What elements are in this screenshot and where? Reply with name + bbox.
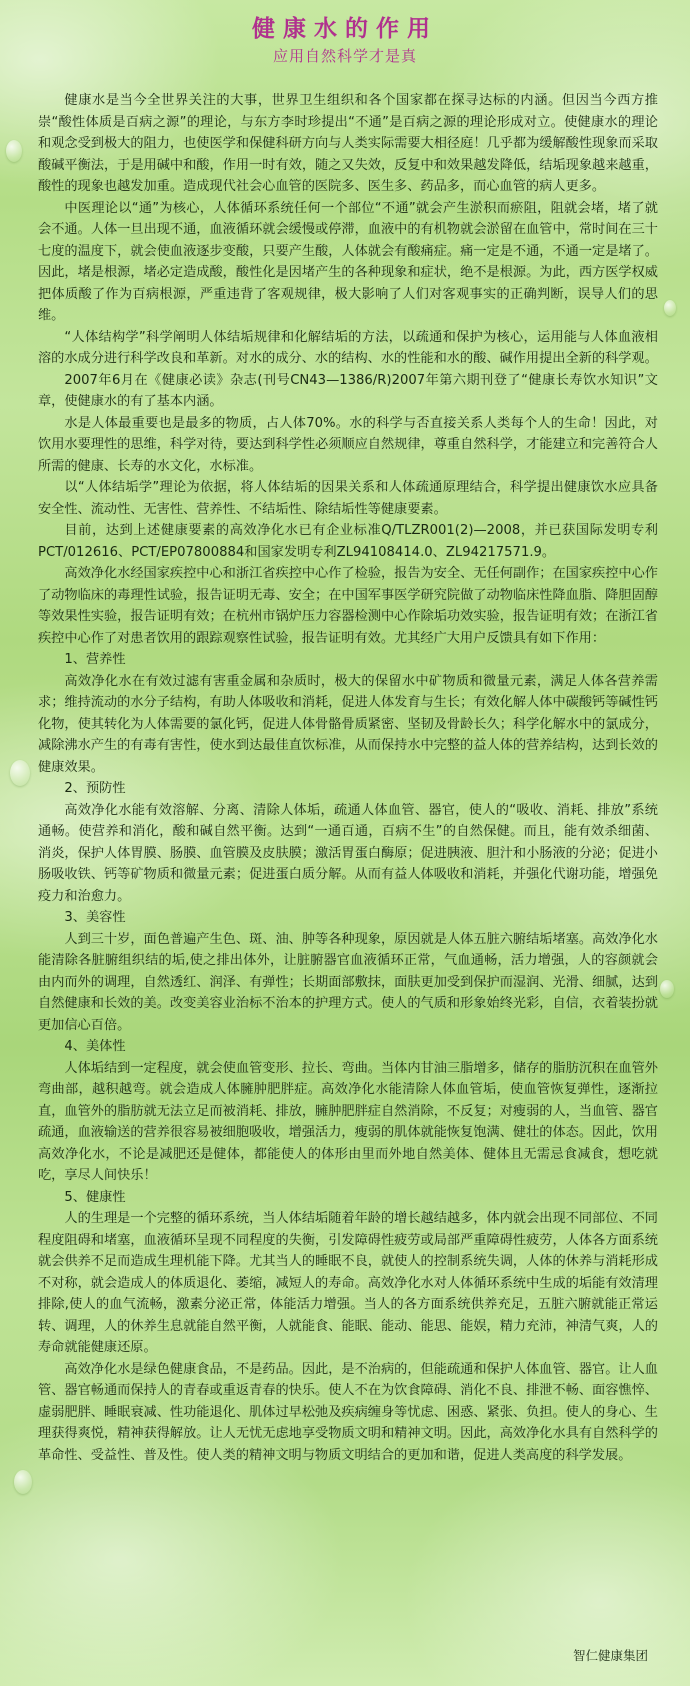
intro-paragraph: 以“人体结垢学”理论为依据，将人体结垢的因果关系和人体疏通原理结合，科学提出健康饮水应具备安全性、流动性、无害性、营养性、不结垢性、除结垢性等健康要素。 [38, 480, 658, 517]
section-paragraph: 高效净化水在有效过滤有害重金属和杂质时，极大的保留水中矿物质和微量元素，满足人体各营养需求；维持流动的水分子结构，有助人体吸收和消耗，促进人体发育与生长；有效化解人体中碳酸钙等碱性钙化物，使其转化为人体需要的氯化钙，促进人体骨骼骨质紧密、坚韧及骨龄长久；科学化解水中的氯成分，减除沸水产生的有毒有害性，使水到达最佳直饮标准，从而保持水中完整的益人体的营养结构，达到长效的健康效果。 [38, 673, 658, 775]
section-paragraph: 人体垢结到一定程度，就会使血管变形、拉长、弯曲。当体内甘油三脂增多，储存的脂肪沉积在血管外弯曲部，越积越弯。就会造成人体臃肿肥胖症。高效净化水能清除人体血管垢，使血管恢复弹性，逐渐拉直，血管外的脂肪就无法立足而被消耗、排放，臃肿肥胖症自然消除，不反复；对瘦弱的人，当血管、器官疏通，血液输送的营养很容易被细胞吸收，增强活力，瘦弱的肌体就能恢复饱满、健壮的体态。因此，饮用高效净化水，不论是减肥还是健体，都能使人的体形由里而外地自然美体、健体且无需忌食减食，想吃就吃，享尽人间快乐！ [38, 1060, 658, 1183]
intro-paragraph: 中医理论以“通”为核心，人体循环系统任何一个部位“不通”就会产生淤积而瘀阻，阻就会堵，堵了就会不通。人体一旦出现不通，血液循环就会缓慢或停滞，血液中的有机物就会淤留在血管中，常时间在三十七度的温度下，就会使血液逐步变酸，只要产生酸，人体就会有酸痛症。痛一定是不通，不通一定是堵了。因此，堵是根源，堵必定造成酸，酸性化是因堵产生的各种现象和症状，绝不是根源。为此，西方医学权威把体质酸了作为百病根源，严重违背了客观规律，极大影响了人们对客观事实的正确判断，误导人们的思维。 [38, 200, 658, 323]
water-drop-decoration [660, 980, 674, 998]
intro-paragraph: 健康水是当今全世界关注的大事，世界卫生组织和各个国家都在探寻达标的内涵。但因当今西方推崇“酸性体质是百病之源”的理论，与东方李时珍提出“不通”是百病之源的理论形成对立。使健康水的理论和观念受到极大的阻力，也使医学和保健科研方向与人类实际需要大相径庭！几乎都为缓解酸性现象而采取酸碱平衡法，于是用碱中和酸，作用一时有效，随之又失效，反复中和效果越发降低，结垢现象越来越重，酸性的现象也越发加重。造成现代社会心血管的医院多、医生多、药品多，而心血管的病人更多。 [38, 93, 658, 194]
article-body [38, 90, 658, 1466]
section-heading-body-shaping: 4、美体性 [64, 1039, 126, 1054]
page-subtitle: 应用自然科学才是真 [272, 47, 417, 65]
water-drop-decoration [664, 300, 676, 316]
section-heading-health: 5、健康性 [64, 1189, 126, 1205]
intro-paragraph: 2007年6月在《健康必读》杂志(刊号CN43—1386/R)2007年第六期刊登了“健康长寿饮水知识”文章，使健康水的有了基本内涵。 [38, 372, 658, 409]
water-drop-decoration [10, 760, 30, 786]
section-paragraph: 人的生理是一个完整的循环系统，当人体结垢随着年龄的增长越结越多，体内就会出现不同部位、不同程度阻碍和堵塞，血液循环呈现不同程度的失衡，引发障碍性疲劳或局部严重障碍性疲劳，人体各方面系统就会供养不足而造成生理机能下降。尤其当人的睡眠不良，就使人的控制系统失调，人体的休养与消耗形成不对称，就会造成人的体质退化、萎缩，减短人的寿命。高效净化水对人体循环系统中生成的垢能有效清理排除,使人的血气流畅，激素分泌正常，体能活力增强。当人的各方面系统供养充足，五脏六腑就能正常运转、调理，人的休养生息就能自然平衡，人就能食、能眠、能动、能思、能娱，精力充沛，神清气爽，人的寿命就能健康还原。 [38, 1211, 658, 1355]
company-signature: 智仁健康集团 [572, 1648, 648, 1663]
section-heading-beauty: 3、美容性 [64, 910, 126, 925]
section-paragraph: 高效净化水是绿色健康食品，不是药品。因此，是不治病的，但能疏通和保护人体血管、器官。让人血管、器官畅通而保持人的青春或重返青春的快乐。使人不在为饮食障碍、消化不良、排泄不畅、面容憔悴、虚弱肥胖、睡眠衰减、性功能退化、肌体过早松弛及疾病缠身等忧虑、困惑、紧张、负担。使人的身心、生理获得爽悦，精神获得解放。让人无忧无虑地享受物质文明和精神文明。因此，高效净化水具有自然科学的革命性、受益性、普及性。使人类的精神文明与物质文明结合的更加和谐，促进人类高度的科学发展。 [38, 1361, 658, 1463]
section-heading-nutrition: 1、营养性 [64, 652, 126, 667]
section-paragraph: 高效净化水能有效溶解、分离、清除人体垢，疏通人体血管、器官，使人的“吸收、消耗、排放”系统通畅。使营养和消化，酸和碱自然平衡。达到“一通百通，百病不生”的自然保健。而且，能有效杀细菌、消炎，保护人体胃膜、肠膜、血管膜及皮肤膜；激活胃蛋白酶原；促进胰液、胆汁和小肠液的分泌；促进小肠吸收铁、钙等矿物质和微量元素；促进蛋白质分解。从而有益人体吸收和消耗，并强化代谢功能，增强免疫力和治愈力。 [38, 802, 658, 904]
water-drop-decoration [6, 140, 22, 162]
page-title: 健康水的作用 [252, 16, 438, 42]
intro-paragraph: 高效净化水经国家疾控中心和浙江省疾控中心作了检验，报告为安全、无任何副作；在国家疾控中心作了动物临床的毒理性试验，报告证明无毒、安全；在中国军事医学研究院做了动物临床性降血脂、降胆固醇等效果性实验，报告证明有效；在杭州市锅炉压力容器检测中心作除垢功效实验，报告证明有效；在浙江省疾控中心作了对患者饮用的跟踪观察性试验，报告证明有效。尤其经广大用户反馈具有如下作用： [38, 566, 658, 646]
section-heading-prevention: 2、预防性 [64, 781, 126, 796]
intro-paragraph: 目前，达到上述健康要素的高效净化水已有企业标准Q/TLZR001(2)—2008，并已获国际发明专利PCT/012616、PCT/EP07800884和国家发明专利ZL94108414.0、ZL94217571.9。 [38, 523, 658, 560]
intro-paragraph: “人体结构学”科学阐明人体结垢规律和化解结垢的方法，以疏通和保护为核心，运用能与人体血液相溶的水成分进行科学改良和革新。对水的成分、水的结构、水的性能和水的酸、碱作用提出全新的科学观。 [38, 329, 658, 366]
intro-paragraph: 水是人体最重要也是最多的物质，占人体70%。水的科学与否直接关系人类每个人的生命！因此，对饮用水要理性的思维，科学对待，要达到科学性必须顺应自然规律，尊重自然科学，才能建立和完善符合人所需的健康、长寿的水文化，水标准。 [38, 415, 658, 474]
section-paragraph: 人到三十岁，面色普遍产生色、斑、油、肿等各种现象，原因就是人体五脏六腑结垢堵塞。高效净化水能清除各脏腑组织结的垢,使之排出体外，让脏腑器官血液循环正常，气血通畅，活力增强，人的容颜就会由内而外的调理，自然透红、润泽、有弹性；长期面部敷抹，面肤更加受到保护而湿润、光滑、细腻，达到自然健康和长效的美。改变美容业治标不治本的护理方式。使人的气质和形象始终光彩，自信，衣着装扮就更加信心百倍。 [38, 931, 658, 1033]
water-drop-decoration [14, 1470, 32, 1494]
